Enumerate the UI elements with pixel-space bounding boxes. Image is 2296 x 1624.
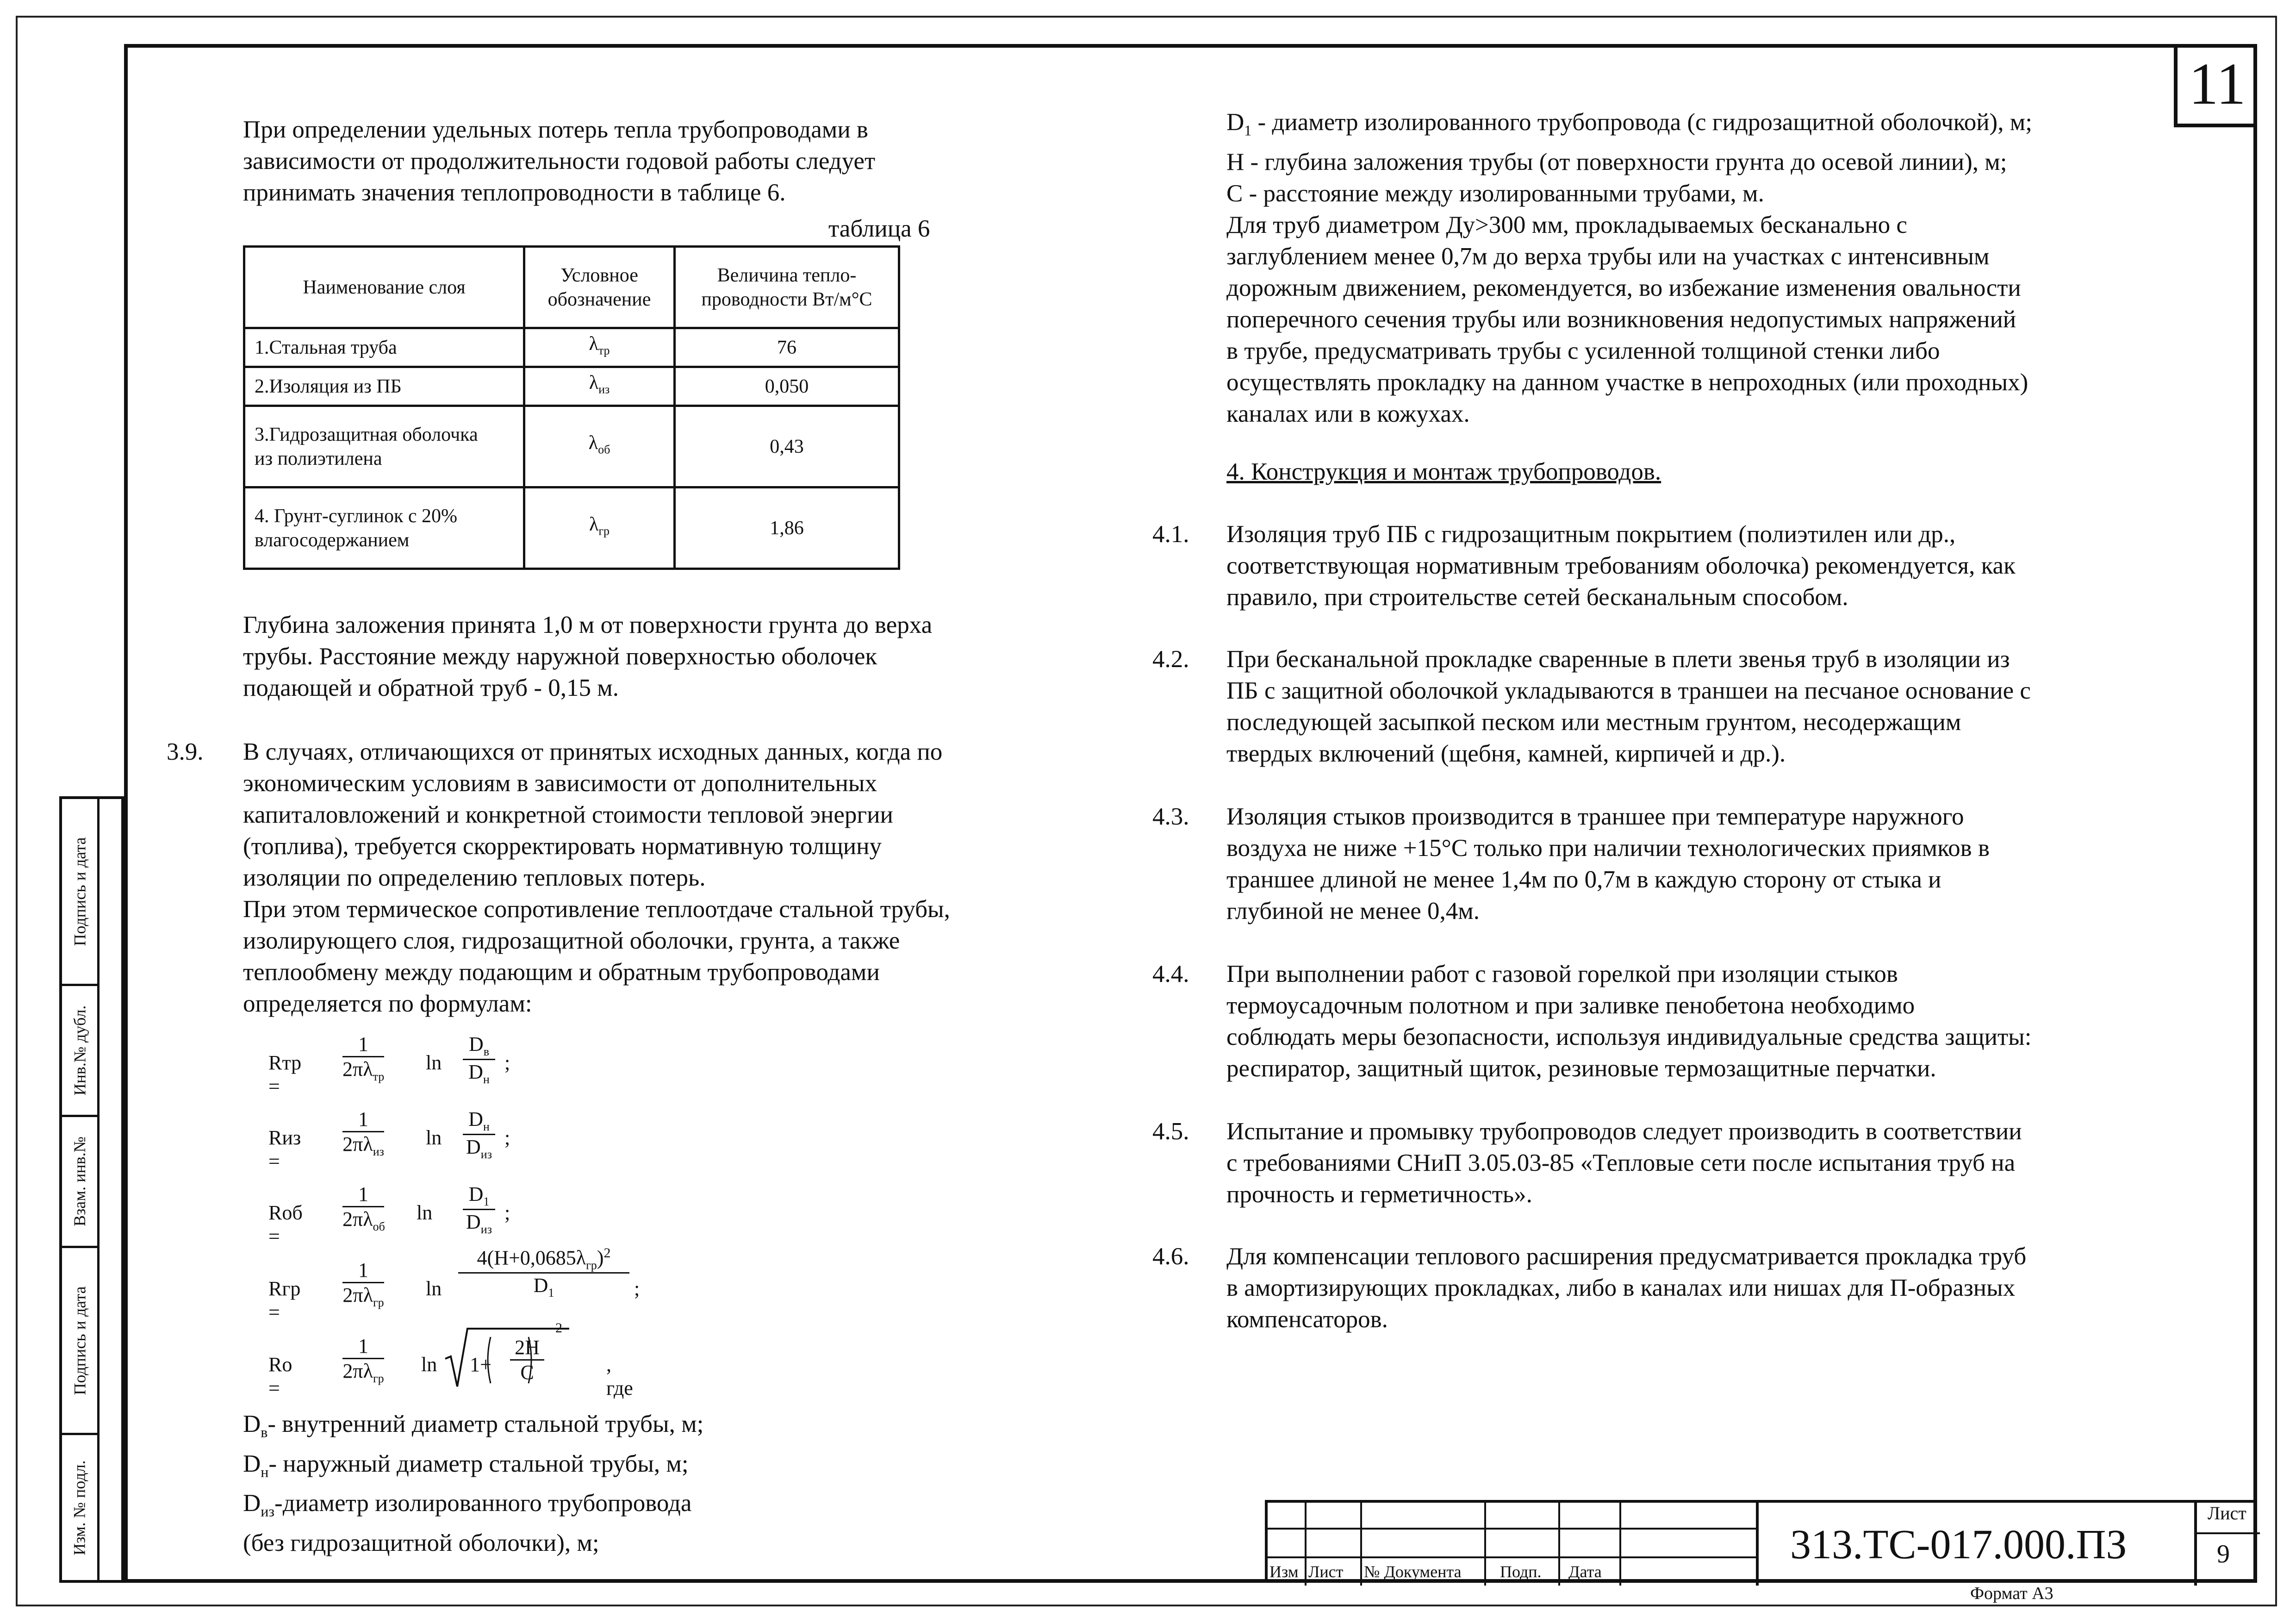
title-label-signature: Подп. [1500, 1562, 1542, 1581]
item-4-5-text: Испытание и промывку трубопроводов следует производить в соответствии с требованиями СНиП 3.05.03-85 «Тепловые сети после испытания труб на прочность и герметичность». [1226, 1118, 2022, 1208]
formula-fraction: 1 $2\pi\lambda_{тр}$ [342, 1033, 385, 1083]
table-cell-value: 0,43 [675, 406, 899, 487]
side-label-signature-date-1: Подпись и дата [62, 799, 97, 986]
conductivity-table [243, 245, 900, 570]
item-4-6-text: Для компенсации теплового расширения предусматривается прокладка труб в амортизирующих прокладках, либо в каналах или нишах для П-образных компенсаторов. [1226, 1243, 2027, 1333]
title-label-document: № Документа [1364, 1562, 1462, 1581]
formula-fraction: $D_1$ $D_{из}$ [463, 1182, 495, 1237]
item-number: 4.5. [1152, 1118, 1189, 1145]
table-row [244, 406, 899, 487]
item-4-3-text: Изоляция стыков производится в траншее при температуре наружного воздуха не ниже +15°C только при наличии технологических приямков в траншее длиной не менее 1,4м по 0,7м в каждую сторону от стыка и глубиной не менее 0,4м. [1226, 803, 1990, 924]
formula-fraction: 1 $2\pi\lambda_{гр}$ [342, 1335, 384, 1385]
table-cell-name: 4. Грунт-суглинок с 20% влагосодержанием [244, 487, 524, 569]
paper-format: Формат А3 [1970, 1584, 2053, 1603]
item-4-4-text: При выполнении работ с газовой горелкой при изоляции стыков термоусадочным полотном и при заливке пенобетона необходимо соблюдать меры безопасности, используя индивидуальные средства защиты: респиратор, защитный щиток, резиновые термозащитные перчатки. [1226, 961, 2032, 1082]
section-3-9-text: В случаях, отличающихся от принятых исходных данных, когда по экономическим условиям в зависимости от дополнительных капиталовложений и конкретной стоимости тепловой энергии (топлива), требуется скорректировать нормативную толщину изоляции по определению тепловых потерь. При этом термическое сопротивление теплоотдаче стальной трубы, изолирующего слоя, гидрозащитной оболочки, грунта, а также теплообмену между подающим и обратным трубопроводами определяется по формулам: [243, 738, 950, 1017]
table-cell-name: 1.Стальная труба [244, 328, 524, 367]
definitions: $D_в-$ внутренний диаметр стальной трубы, м; $D_н-$ наружный диаметр стальной трубы, м; $D_{из}$-диаметр изолированного трубопровода (без гидрозащитной оболочки), м; [243, 1411, 704, 1556]
table-cell-symbol: $\lambda_{об}$ [524, 406, 675, 487]
formula-fraction: $D_н$ $D_{из}$ [463, 1107, 495, 1162]
side-label-dup-inventory: Инв.№ дубл. [62, 986, 97, 1117]
table-cell-symbol: $\lambda_{тр}$ [524, 328, 675, 367]
formula-lhs: Rтр = [268, 1051, 302, 1098]
title-label-sheet: Лист [1308, 1562, 1344, 1581]
sqrt-sign [444, 1324, 574, 1393]
document-code: 313.ТС-017.000.ПЗ [1790, 1522, 2127, 1568]
formula-ln: ln [426, 1051, 442, 1074]
table-row [244, 328, 899, 367]
table-header-value: Величина тепло- проводности Вт/м°С [675, 247, 899, 328]
formula-ln: ln [426, 1277, 442, 1300]
table-cell-value: 76 [675, 328, 899, 367]
formula-ln: ln [417, 1201, 433, 1224]
table-header-layer: Наименование слоя [244, 247, 524, 328]
side-label-original-inventory: Изм. № подл. [70, 1460, 89, 1555]
table-cell-symbol: $\lambda_{из}$ [524, 367, 675, 406]
item-number: 4.1. [1152, 521, 1189, 548]
table-cell-value: 1,86 [675, 487, 899, 569]
table-cell-symbol: $\lambda_{гр}$ [524, 487, 675, 569]
side-label-signature-date-2: Подпись и дата [62, 1248, 97, 1435]
formula-lhs: Rиз = [268, 1126, 301, 1173]
formula-ln: ln [421, 1353, 437, 1376]
intro-paragraph: При определении удельных потерь тепла трубопроводами в зависимости от продолжительности годовой работы следует принимать значения теплопроводности в таблице 6. [243, 116, 876, 206]
item-number: 4.3. [1152, 803, 1189, 830]
side-stamp [59, 796, 124, 1583]
table-cell-name: 3.Гидрозащитная оболочка из полиэтилена [244, 406, 524, 487]
section-4-title: 4. Конструкция и монтаж трубопроводов. [1226, 458, 1661, 485]
side-label-replace-inventory: Взам. инв.№ [62, 1117, 97, 1248]
formula-fraction: 1 $2\pi\lambda_{гр}$ [342, 1259, 384, 1309]
formula-lhs: Rоб = [268, 1201, 303, 1248]
formula-ln: ln [426, 1126, 442, 1149]
table-caption: таблица 6 [828, 215, 930, 242]
formula-lhs: Ro = [268, 1353, 292, 1399]
title-label-date: Дата [1568, 1562, 1602, 1581]
item-number: 4.6. [1152, 1243, 1189, 1270]
item-4-1-text: Изоляция труб ПБ с гидрозащитным покрытием (полиэтилен или др., соответствующая нормативным требованиям оболочка) рекомендуется, как правило, при строительстве сетей бесканальным способом. [1226, 521, 2016, 611]
item-4-2-text: При бесканальной прокладке сваренные в плети звенья труб в изоляции из ПБ с защитной оболочкой укладываются в траншеи на песчаное основание с последующей засыпкой песком или местным грунтом, несодержащим твердых включений (щебня, камней, кирпичей и др.). [1226, 646, 2031, 767]
formula-lhs: Rгр = [268, 1277, 301, 1324]
section-number-3-9: 3.9. [167, 738, 204, 765]
item-number: 4.4. [1152, 961, 1189, 987]
formula-fraction: 1 $2\pi\lambda_{об}$ [342, 1183, 385, 1233]
table-cell-value: 0,050 [675, 367, 899, 406]
item-number: 4.2. [1152, 646, 1189, 673]
formula-fraction: $4(H+0,0685\lambda_{гр})^2$ $D_1$ [458, 1245, 629, 1300]
formula-fraction: 2H C [510, 1336, 544, 1384]
depth-paragraph: Глубина заложения принята 1,0 м от поверхности грунта до верха трубы. Расстояние между наружной поверхностью оболочек подающей и обратной труб - 0,15 м. [243, 612, 933, 701]
table-cell-name: 2.Изоляция из ПБ [244, 367, 524, 406]
page-number: 11 [2174, 44, 2257, 127]
table-row [244, 487, 899, 569]
sheet-number: 9 [2217, 1540, 2230, 1568]
table-row [244, 367, 899, 406]
title-label-change: Изм [1269, 1562, 1299, 1581]
table-header-symbol: Условное обозначение [524, 247, 675, 328]
sheet-label: Лист [2208, 1503, 2246, 1524]
right-top-paragraph: $D_1$ - диаметр изолированного трубопровода (с гидрозащитной оболочкой), м; H - глубина заложения трубы (от поверхности грунта до осевой линии), м; C - расстояние между изолированными трубами, м. Для труб диаметром Ду>300 мм, прокладываемых бесканально с заглублением менее 0,7м до верха трубы или на участках с интенсивным дорожным движением, рекомендуется, во избежание изменения овальности поперечного сечения трубы или возникновения недопустимых напряжений в трубе, предусматривать трубы с усиленной толщиной стенки либо осуществлять прокладку на данном участке в непроходных (или проходных) каналах или в кожухах. [1226, 109, 2032, 427]
formula-fraction: 1 $2\pi\lambda_{из}$ [342, 1108, 384, 1158]
formula-fraction: $D_в$ $D_н$ [463, 1032, 495, 1087]
